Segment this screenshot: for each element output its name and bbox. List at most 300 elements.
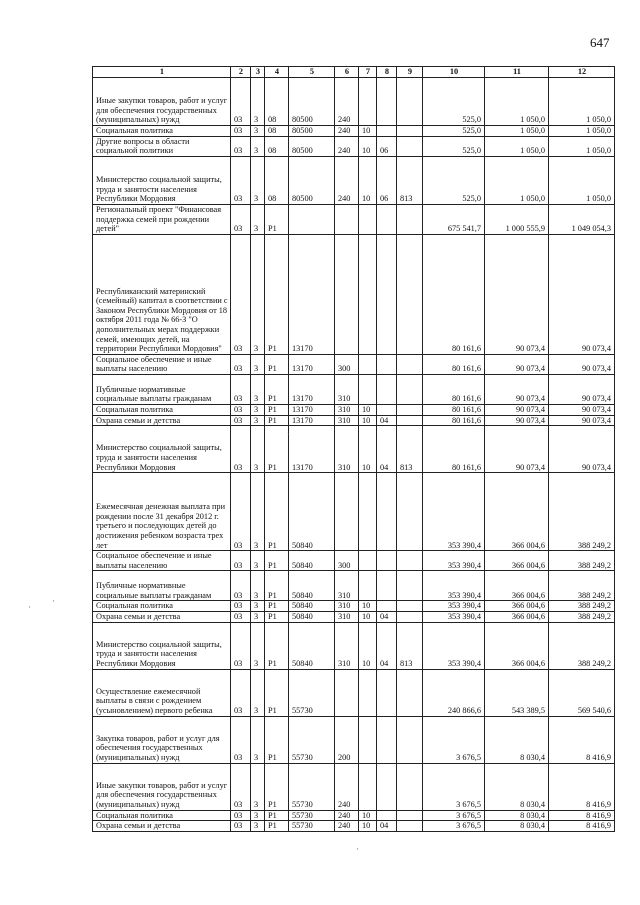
col2-cell: 03 [231,354,251,374]
col8-cell [377,601,397,612]
col9-cell [397,234,423,354]
amount-col12: 388 249,2 [549,622,615,669]
col2-cell: 03 [231,571,251,601]
col4-cell: P1 [265,821,289,832]
col2-cell: 03 [231,601,251,612]
row-name: Республиканский материнский (семейный) капитал в соответствии с Законом Республики Мордовия от 18 октября 2011 года № 66-З "О дополнительных мерах поддержки семей, имеющих детей, на территории Республики Мордовия" [93,234,231,354]
amount-col11: 1 050,0 [485,156,549,204]
amount-col12: 1 050,0 [549,156,615,204]
col4-cell: P1 [265,374,289,404]
col3-cell: 3 [251,404,265,415]
table-row [93,404,615,415]
table-row [93,551,615,571]
amount-col10: 353 390,4 [423,622,485,669]
amount-col12: 8 416,9 [549,821,615,832]
table-row [93,415,615,426]
col4-cell: P1 [265,716,289,763]
col8-cell [377,551,397,571]
amount-col12: 388 249,2 [549,571,615,601]
amount-col10: 80 161,6 [423,426,485,473]
col3-cell: 3 [251,611,265,622]
col5-cell: 55730 [289,716,335,763]
amount-col11: 543 389,5 [485,669,549,716]
col8-cell: 06 [377,156,397,204]
row-name: Социальная политика [93,601,231,612]
header-cell: 8 [377,67,397,78]
table-row [93,810,615,821]
col5-cell: 80500 [289,126,335,137]
row-name: Иные закупки товаров, работ и услуг для обеспечения государственных (муниципальных) нужд [93,78,231,126]
col5-cell: 80500 [289,78,335,126]
col6-cell: 240 [335,821,359,832]
col8-cell [377,810,397,821]
row-name: Другие вопросы в области социальной политики [93,136,231,156]
row-name: Региональный проект "Финансовая поддержка семей при рождении детей" [93,204,231,234]
table-row [93,78,615,126]
col3-cell: 3 [251,136,265,156]
col8-cell: 06 [377,136,397,156]
col7-cell [359,716,377,763]
col5-cell: 13170 [289,354,335,374]
col4-cell: 08 [265,126,289,137]
col5-cell: 50840 [289,473,335,551]
col9-cell [397,136,423,156]
row-name: Социальная политика [93,126,231,137]
col9-cell: 813 [397,156,423,204]
col4-cell: P1 [265,404,289,415]
header-row [93,67,615,78]
col4-cell: P1 [265,669,289,716]
amount-col11: 1 000 555,9 [485,204,549,234]
col8-cell [377,716,397,763]
col2-cell: 03 [231,622,251,669]
col4-cell: P1 [265,415,289,426]
col8-cell [377,763,397,810]
amount-col11: 90 073,4 [485,354,549,374]
col7-cell [359,354,377,374]
col7-cell [359,78,377,126]
col9-cell [397,611,423,622]
amount-col12: 1 050,0 [549,78,615,126]
col8-cell [377,473,397,551]
col8-cell: 04 [377,821,397,832]
amount-col11: 90 073,4 [485,426,549,473]
col8-cell: 04 [377,415,397,426]
col6-cell: 240 [335,136,359,156]
col2-cell: 03 [231,234,251,354]
amount-col10: 80 161,6 [423,415,485,426]
col7-cell: 10 [359,810,377,821]
col8-cell [377,234,397,354]
col2-cell: 03 [231,821,251,832]
amount-col12: 8 416,9 [549,716,615,763]
col2-cell: 03 [231,669,251,716]
col4-cell: P1 [265,810,289,821]
col7-cell: 10 [359,404,377,415]
table-row [93,716,615,763]
col8-cell [377,204,397,234]
col6-cell: 310 [335,622,359,669]
page-number: 647 [590,35,610,50]
col4-cell: P1 [265,622,289,669]
col6-cell: 240 [335,78,359,126]
amount-col11: 90 073,4 [485,404,549,415]
row-name: Социальное обеспечение и иные выплаты населению [93,551,231,571]
col8-cell [377,354,397,374]
amount-col11: 90 073,4 [485,415,549,426]
col7-cell [359,763,377,810]
col7-cell [359,374,377,404]
amount-col12: 90 073,4 [549,404,615,415]
col5-cell: 80500 [289,156,335,204]
amount-col11: 366 004,6 [485,551,549,571]
col2-cell: 03 [231,611,251,622]
col3-cell: 3 [251,622,265,669]
col9-cell [397,473,423,551]
col2-cell: 03 [231,374,251,404]
row-name: Охрана семьи и детства [93,415,231,426]
table-row [93,821,615,832]
amount-col11: 8 030,4 [485,821,549,832]
col6-cell: 310 [335,601,359,612]
col7-cell [359,204,377,234]
scan-speck: · [52,596,55,606]
col6-cell [335,234,359,354]
amount-col10: 3 676,5 [423,763,485,810]
row-name: Ежемесячная денежная выплата при рождении после 31 декабря 2012 г. третьего и последующих детей до достижения ребенком возраста трех лет [93,473,231,551]
col3-cell: 3 [251,234,265,354]
amount-col12: 90 073,4 [549,234,615,354]
amount-col10: 353 390,4 [423,551,485,571]
col4-cell: P1 [265,571,289,601]
col6-cell: 300 [335,551,359,571]
col5-cell: 13170 [289,234,335,354]
col6-cell [335,204,359,234]
amount-col10: 80 161,6 [423,404,485,415]
col6-cell: 240 [335,763,359,810]
amount-col12: 90 073,4 [549,374,615,404]
col5-cell: 55730 [289,763,335,810]
table-row [93,571,615,601]
amount-col10: 80 161,6 [423,234,485,354]
amount-col10: 525,0 [423,126,485,137]
amount-col10: 353 390,4 [423,601,485,612]
col9-cell [397,126,423,137]
col8-cell [377,78,397,126]
row-name: Осуществление ежемесячной выплаты в связи с рождением (усыновлением) первого ребенка [93,669,231,716]
col5-cell: 55730 [289,810,335,821]
col3-cell: 3 [251,426,265,473]
col9-cell: 813 [397,622,423,669]
table-row [93,763,615,810]
col7-cell: 10 [359,821,377,832]
col9-cell [397,204,423,234]
col5-cell: 13170 [289,426,335,473]
col6-cell [335,669,359,716]
col3-cell: 3 [251,78,265,126]
col6-cell: 310 [335,374,359,404]
col3-cell: 3 [251,810,265,821]
table-row [93,354,615,374]
row-name: Закупка товаров, работ и услуг для обеспечения государственных (муниципальных) нужд [93,716,231,763]
col3-cell: 3 [251,571,265,601]
col5-cell [289,204,335,234]
header-cell: 6 [335,67,359,78]
col5-cell: 80500 [289,136,335,156]
amount-col12: 8 416,9 [549,763,615,810]
col3-cell: 3 [251,821,265,832]
amount-col12: 8 416,9 [549,810,615,821]
col5-cell: 50840 [289,622,335,669]
amount-col12: 90 073,4 [549,354,615,374]
col7-cell: 10 [359,611,377,622]
row-name: Социальная политика [93,404,231,415]
col5-cell: 50840 [289,571,335,601]
header-cell: 9 [397,67,423,78]
amount-col11: 90 073,4 [485,374,549,404]
col7-cell: 10 [359,622,377,669]
row-name: Публичные нормативные социальные выплаты гражданам [93,374,231,404]
col6-cell: 200 [335,716,359,763]
amount-col10: 525,0 [423,136,485,156]
col6-cell: 310 [335,415,359,426]
row-name: Публичные нормативные социальные выплаты гражданам [93,571,231,601]
table-row [93,601,615,612]
col2-cell: 03 [231,156,251,204]
col5-cell: 55730 [289,821,335,832]
col4-cell: P1 [265,354,289,374]
col2-cell: 03 [231,810,251,821]
amount-col12: 1 050,0 [549,136,615,156]
amount-col12: 388 249,2 [549,601,615,612]
header-cell: 1 [93,67,231,78]
table-row [93,622,615,669]
header-cell: 12 [549,67,615,78]
col2-cell: 03 [231,716,251,763]
col5-cell: 50840 [289,611,335,622]
amount-col11: 1 050,0 [485,126,549,137]
header-cell: 10 [423,67,485,78]
col5-cell: 55730 [289,669,335,716]
table-row [93,426,615,473]
col2-cell: 03 [231,763,251,810]
header-cell: 7 [359,67,377,78]
scan-speck: · [356,844,359,854]
col7-cell [359,234,377,354]
scan-speck: ˋ [287,432,290,442]
amount-col10: 80 161,6 [423,354,485,374]
col3-cell: 3 [251,763,265,810]
col3-cell: 3 [251,204,265,234]
col6-cell: 310 [335,571,359,601]
col7-cell: 10 [359,426,377,473]
header-cell: 11 [485,67,549,78]
col7-cell [359,473,377,551]
table-row [93,204,615,234]
amount-col10: 3 676,5 [423,716,485,763]
col4-cell: P1 [265,601,289,612]
table-row [93,669,615,716]
row-name: Охрана семьи и детства [93,821,231,832]
col3-cell: 3 [251,716,265,763]
amount-col11: 90 073,4 [485,234,549,354]
col3-cell: 3 [251,669,265,716]
amount-col11: 366 004,6 [485,601,549,612]
col9-cell: 813 [397,426,423,473]
amount-col12: 388 249,2 [549,611,615,622]
col7-cell: 10 [359,601,377,612]
col6-cell: 240 [335,810,359,821]
col3-cell: 3 [251,374,265,404]
col8-cell [377,669,397,716]
col3-cell: 3 [251,473,265,551]
col9-cell [397,601,423,612]
col4-cell: 08 [265,78,289,126]
amount-col11: 366 004,6 [485,622,549,669]
col7-cell [359,669,377,716]
amount-col12: 388 249,2 [549,473,615,551]
amount-col12: 1 049 054,3 [549,204,615,234]
col8-cell: 04 [377,426,397,473]
col4-cell: P1 [265,763,289,810]
col6-cell: 310 [335,404,359,415]
row-name: Охрана семьи и детства [93,611,231,622]
header-cell: 4 [265,67,289,78]
table-row [93,473,615,551]
amount-col10: 240 866,6 [423,669,485,716]
col5-cell: 13170 [289,374,335,404]
amount-col11: 1 050,0 [485,136,549,156]
col5-cell: 13170 [289,404,335,415]
amount-col10: 525,0 [423,156,485,204]
col4-cell: P1 [265,473,289,551]
col4-cell: P1 [265,204,289,234]
col4-cell: P1 [265,611,289,622]
amount-col10: 353 390,4 [423,611,485,622]
col9-cell [397,78,423,126]
col9-cell [397,404,423,415]
col9-cell [397,810,423,821]
col7-cell: 10 [359,136,377,156]
col6-cell: 240 [335,126,359,137]
header-cell: 3 [251,67,265,78]
amount-col12: 1 050,0 [549,126,615,137]
col2-cell: 03 [231,136,251,156]
amount-col12: 569 540,6 [549,669,615,716]
col8-cell [377,126,397,137]
col6-cell: 240 [335,156,359,204]
amount-col10: 3 676,5 [423,810,485,821]
amount-col10: 3 676,5 [423,821,485,832]
col3-cell: 3 [251,156,265,204]
col8-cell: 04 [377,611,397,622]
table-row [93,611,615,622]
col5-cell: 50840 [289,551,335,571]
col3-cell: 3 [251,415,265,426]
amount-col11: 8 030,4 [485,716,549,763]
col2-cell: 03 [231,404,251,415]
col9-cell [397,571,423,601]
col9-cell [397,669,423,716]
row-name: Министерство социальной защиты, труда и занятости населения Республики Мордовия [93,156,231,204]
col6-cell: 300 [335,354,359,374]
col9-cell [397,551,423,571]
col7-cell: 10 [359,126,377,137]
col9-cell [397,716,423,763]
col4-cell: 08 [265,136,289,156]
col5-cell: 50840 [289,601,335,612]
col5-cell: 13170 [289,415,335,426]
amount-col10: 353 390,4 [423,473,485,551]
col2-cell: 03 [231,473,251,551]
col4-cell: 08 [265,156,289,204]
amount-col11: 8 030,4 [485,763,549,810]
col4-cell: P1 [265,426,289,473]
amount-col10: 80 161,6 [423,374,485,404]
col3-cell: 3 [251,354,265,374]
col2-cell: 03 [231,204,251,234]
header-cell: 2 [231,67,251,78]
col9-cell [397,415,423,426]
amount-col11: 366 004,6 [485,611,549,622]
col8-cell [377,374,397,404]
row-name: Иные закупки товаров, работ и услуг для обеспечения государственных (муниципальных) нужд [93,763,231,810]
col9-cell [397,374,423,404]
amount-col11: 8 030,4 [485,810,549,821]
amount-col10: 675 541,7 [423,204,485,234]
table-row [93,156,615,204]
col4-cell: P1 [265,234,289,354]
amount-col10: 353 390,4 [423,571,485,601]
amount-col11: 1 050,0 [485,78,549,126]
col3-cell: 3 [251,126,265,137]
amount-col12: 90 073,4 [549,415,615,426]
table-row [93,126,615,137]
col6-cell: 310 [335,611,359,622]
table-row [93,374,615,404]
table-body [93,67,615,832]
table-row [93,234,615,354]
budget-table [92,66,615,832]
col3-cell: 3 [251,551,265,571]
amount-col12: 90 073,4 [549,426,615,473]
col2-cell: 03 [231,551,251,571]
row-name: Министерство социальной защиты, труда и занятости населения Республики Мордовия [93,426,231,473]
col7-cell: 10 [359,156,377,204]
row-name: Министерство социальной защиты, труда и занятости населения Республики Мордовия [93,622,231,669]
col6-cell: 310 [335,426,359,473]
row-name: Социальное обеспечение и иные выплаты населению [93,354,231,374]
col7-cell [359,551,377,571]
col2-cell: 03 [231,126,251,137]
scan-speck: · [28,602,31,612]
amount-col12: 388 249,2 [549,551,615,571]
col9-cell [397,821,423,832]
col6-cell [335,473,359,551]
col9-cell [397,354,423,374]
col7-cell: 10 [359,415,377,426]
col8-cell: 04 [377,622,397,669]
amount-col11: 366 004,6 [485,473,549,551]
col2-cell: 03 [231,415,251,426]
amount-col11: 366 004,6 [485,571,549,601]
col2-cell: 03 [231,426,251,473]
col4-cell: P1 [265,551,289,571]
amount-col10: 525,0 [423,78,485,126]
col7-cell [359,571,377,601]
col9-cell [397,763,423,810]
col3-cell: 3 [251,601,265,612]
